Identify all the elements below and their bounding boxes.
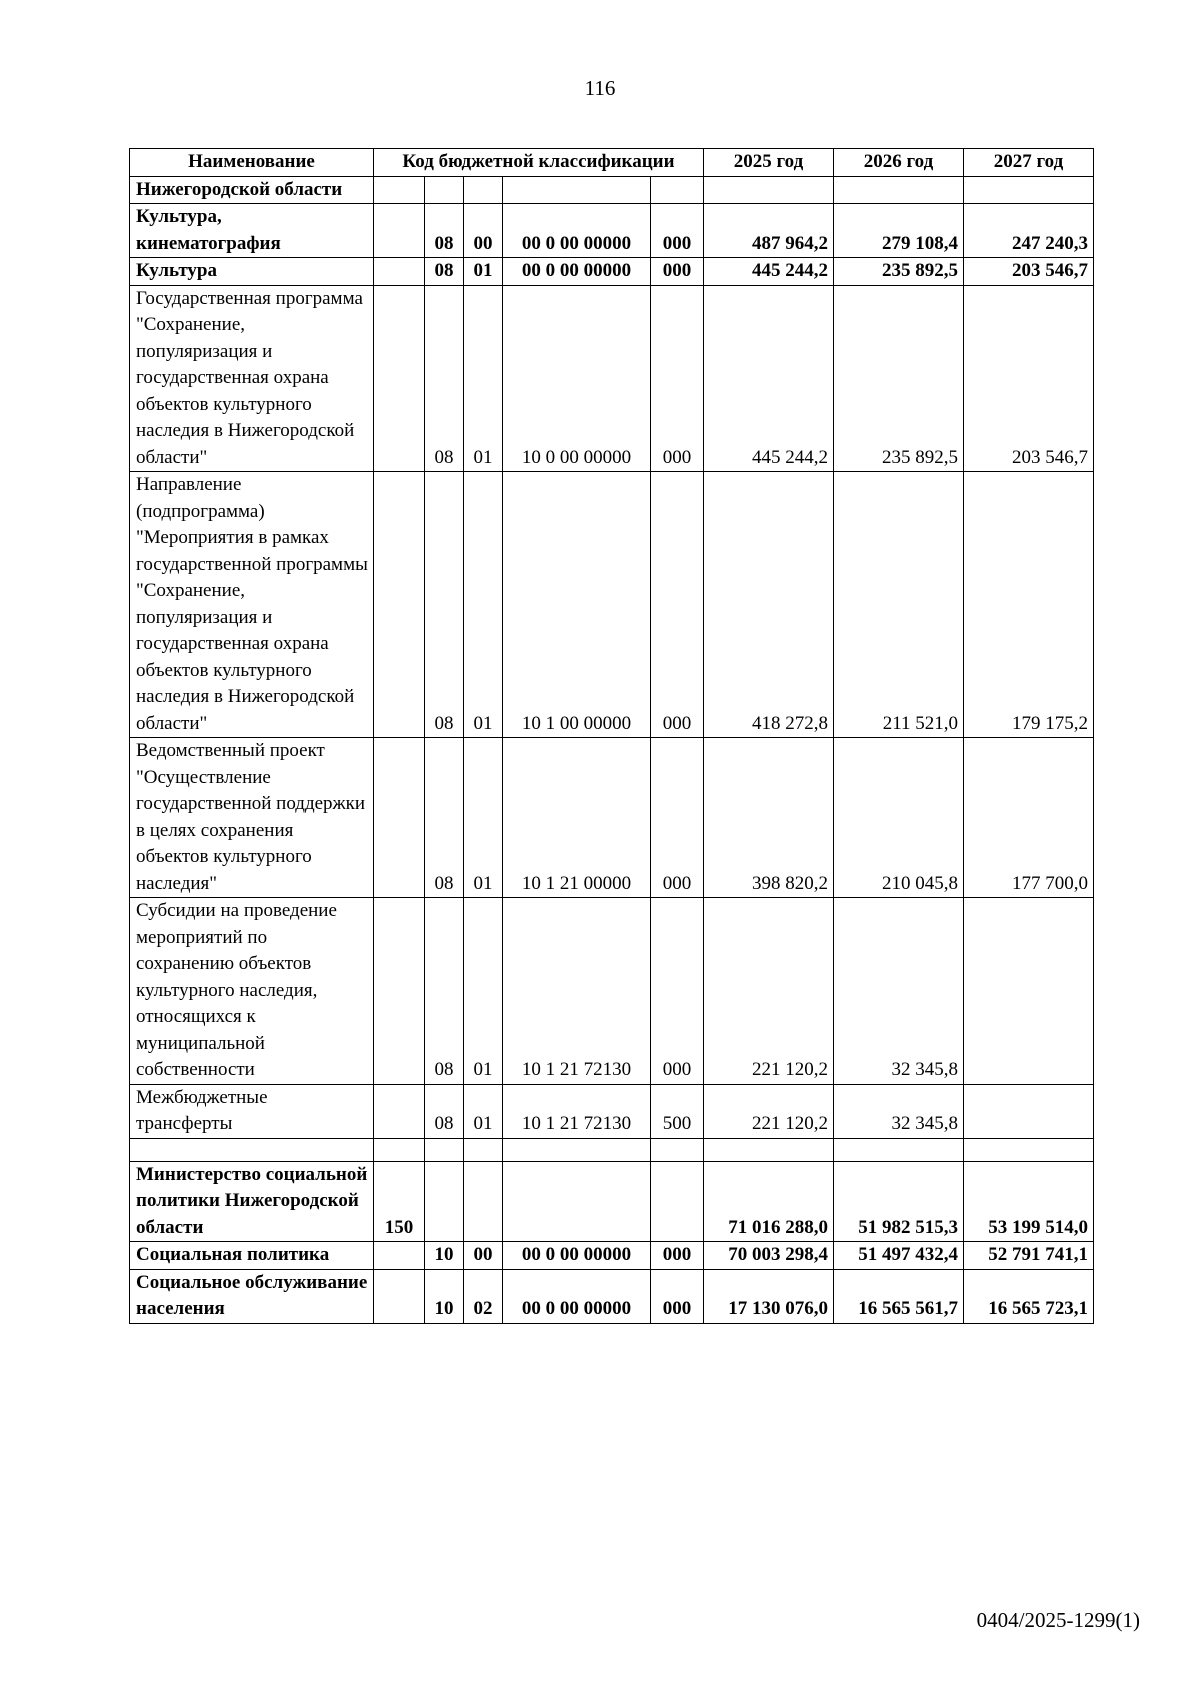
cell-code-target: 00 0 00 00000: [503, 258, 651, 286]
cell-amount-2027: 179 175,2: [964, 472, 1094, 738]
table-row: [130, 285, 1094, 472]
cell-code-target: 00 0 00 00000: [503, 1242, 651, 1270]
cell-amount-2027: 52 791 741,1: [964, 1242, 1094, 1270]
cell-amount-2027: [964, 176, 1094, 204]
cell-code-admin: [374, 738, 425, 898]
cell-code-section: [425, 1138, 464, 1161]
cell-code-target: [503, 176, 651, 204]
cell-code-subsection: 01: [464, 472, 503, 738]
cell-name: Социальное обслуживание населения: [130, 1269, 374, 1323]
cell-code-expense-type: [651, 1161, 704, 1242]
cell-amount-2027: 247 240,3: [964, 204, 1094, 258]
cell-code-section: 08: [425, 258, 464, 286]
cell-amount-2026: 210 045,8: [834, 738, 964, 898]
header-2026: 2026 год: [834, 149, 964, 177]
cell-name: Министерство социальной политики Нижегородской области: [130, 1161, 374, 1242]
header-code: Код бюджетной классификации: [374, 149, 704, 177]
table-row: [130, 1269, 1094, 1323]
cell-code-expense-type: [651, 176, 704, 204]
cell-code-section: 08: [425, 898, 464, 1085]
cell-name: Ведомственный проект "Осуществление государственной поддержки в целях сохранения объектов культурного наследия": [130, 738, 374, 898]
cell-name: [130, 1138, 374, 1161]
table-row: [130, 1161, 1094, 1242]
table-header-row: [130, 149, 1094, 177]
cell-code-section: 08: [425, 204, 464, 258]
cell-code-expense-type: 000: [651, 898, 704, 1085]
cell-amount-2027: 177 700,0: [964, 738, 1094, 898]
cell-code-target: 10 1 21 72130: [503, 898, 651, 1085]
cell-code-admin: 150: [374, 1161, 425, 1242]
cell-code-admin: [374, 258, 425, 286]
cell-amount-2025: [704, 176, 834, 204]
header-2025: 2025 год: [704, 149, 834, 177]
cell-amount-2026: 32 345,8: [834, 1084, 964, 1138]
cell-code-subsection: 01: [464, 258, 503, 286]
cell-code-section: 08: [425, 472, 464, 738]
cell-code-section: 08: [425, 285, 464, 472]
cell-amount-2025: 70 003 298,4: [704, 1242, 834, 1270]
cell-amount-2025: 418 272,8: [704, 472, 834, 738]
cell-code-subsection: 01: [464, 738, 503, 898]
budget-table: [129, 148, 1094, 1324]
table-row: [130, 1242, 1094, 1270]
cell-amount-2027: [964, 1138, 1094, 1161]
cell-amount-2026: 32 345,8: [834, 898, 964, 1085]
cell-code-admin: [374, 1269, 425, 1323]
cell-amount-2026: [834, 176, 964, 204]
cell-name: Нижегородской области: [130, 176, 374, 204]
cell-code-subsection: 01: [464, 285, 503, 472]
cell-amount-2025: 221 120,2: [704, 1084, 834, 1138]
cell-code-target: [503, 1138, 651, 1161]
table-row: [130, 176, 1094, 204]
cell-code-section: 08: [425, 1084, 464, 1138]
cell-amount-2027: 203 546,7: [964, 285, 1094, 472]
table-spacer-row: [130, 1138, 1094, 1161]
cell-code-admin: [374, 176, 425, 204]
cell-code-section: 08: [425, 738, 464, 898]
cell-amount-2027: 203 546,7: [964, 258, 1094, 286]
header-name: Наименование: [130, 149, 374, 177]
cell-amount-2025: 487 964,2: [704, 204, 834, 258]
header-2027: 2027 год: [964, 149, 1094, 177]
cell-amount-2025: [704, 1138, 834, 1161]
cell-code-subsection: [464, 1161, 503, 1242]
cell-code-subsection: [464, 1138, 503, 1161]
cell-code-target: [503, 1161, 651, 1242]
cell-code-target: 10 1 00 00000: [503, 472, 651, 738]
cell-code-target: 10 0 00 00000: [503, 285, 651, 472]
cell-code-target: 10 1 21 72130: [503, 1084, 651, 1138]
cell-code-admin: [374, 472, 425, 738]
page-number: 116: [584, 76, 616, 100]
cell-amount-2025: 71 016 288,0: [704, 1161, 834, 1242]
cell-code-expense-type: [651, 1138, 704, 1161]
cell-code-expense-type: 000: [651, 285, 704, 472]
cell-code-admin: [374, 1138, 425, 1161]
table-row: [130, 472, 1094, 738]
cell-code-section: 10: [425, 1242, 464, 1270]
cell-code-admin: [374, 1084, 425, 1138]
cell-amount-2026: 279 108,4: [834, 204, 964, 258]
cell-code-subsection: 00: [464, 204, 503, 258]
cell-name: Культура: [130, 258, 374, 286]
cell-amount-2027: [964, 898, 1094, 1085]
cell-name: Направление (подпрограмма) "Мероприятия в рамках государственной программы "Сохранение, популяризация и государственная охрана объектов культурного наследия в Нижегородской области": [130, 472, 374, 738]
cell-amount-2027: 16 565 723,1: [964, 1269, 1094, 1323]
cell-code-expense-type: 000: [651, 472, 704, 738]
document-code: 0404/2025-1299(1): [976, 1608, 1140, 1632]
cell-name: Субсидии на проведение мероприятий по сохранению объектов культурного наследия, относящихся к муниципальной собственности: [130, 898, 374, 1085]
table-row: [130, 898, 1094, 1085]
cell-code-expense-type: 000: [651, 1269, 704, 1323]
cell-amount-2026: 211 521,0: [834, 472, 964, 738]
cell-amount-2025: 445 244,2: [704, 285, 834, 472]
table-row: [130, 204, 1094, 258]
table-body: [130, 176, 1094, 1323]
cell-code-admin: [374, 285, 425, 472]
cell-code-target: 00 0 00 00000: [503, 204, 651, 258]
cell-amount-2026: 235 892,5: [834, 285, 964, 472]
cell-code-section: 10: [425, 1269, 464, 1323]
cell-code-target: 10 1 21 00000: [503, 738, 651, 898]
cell-code-target: 00 0 00 00000: [503, 1269, 651, 1323]
cell-amount-2025: 17 130 076,0: [704, 1269, 834, 1323]
cell-name: Социальная политика: [130, 1242, 374, 1270]
cell-code-expense-type: 500: [651, 1084, 704, 1138]
cell-code-expense-type: 000: [651, 258, 704, 286]
cell-code-expense-type: 000: [651, 204, 704, 258]
cell-code-section: [425, 176, 464, 204]
cell-name: Межбюджетные трансферты: [130, 1084, 374, 1138]
cell-name: Государственная программа "Сохранение, популяризация и государственная охрана объектов культурного наследия в Нижегородской области": [130, 285, 374, 472]
cell-code-expense-type: 000: [651, 1242, 704, 1270]
cell-amount-2026: 235 892,5: [834, 258, 964, 286]
cell-amount-2025: 221 120,2: [704, 898, 834, 1085]
table-row: [130, 738, 1094, 898]
cell-amount-2026: 51 497 432,4: [834, 1242, 964, 1270]
cell-code-admin: [374, 1242, 425, 1270]
cell-code-subsection: 02: [464, 1269, 503, 1323]
cell-code-subsection: [464, 176, 503, 204]
cell-amount-2026: 16 565 561,7: [834, 1269, 964, 1323]
cell-amount-2025: 398 820,2: [704, 738, 834, 898]
cell-amount-2026: [834, 1138, 964, 1161]
cell-code-subsection: 00: [464, 1242, 503, 1270]
cell-amount-2026: 51 982 515,3: [834, 1161, 964, 1242]
table-row: [130, 258, 1094, 286]
cell-code-subsection: 01: [464, 898, 503, 1085]
cell-name: Культура, кинематография: [130, 204, 374, 258]
cell-code-section: [425, 1161, 464, 1242]
cell-amount-2027: 53 199 514,0: [964, 1161, 1094, 1242]
cell-amount-2025: 445 244,2: [704, 258, 834, 286]
cell-code-subsection: 01: [464, 1084, 503, 1138]
cell-code-admin: [374, 204, 425, 258]
cell-code-admin: [374, 898, 425, 1085]
cell-amount-2027: [964, 1084, 1094, 1138]
table-row: [130, 1084, 1094, 1138]
cell-code-expense-type: 000: [651, 738, 704, 898]
